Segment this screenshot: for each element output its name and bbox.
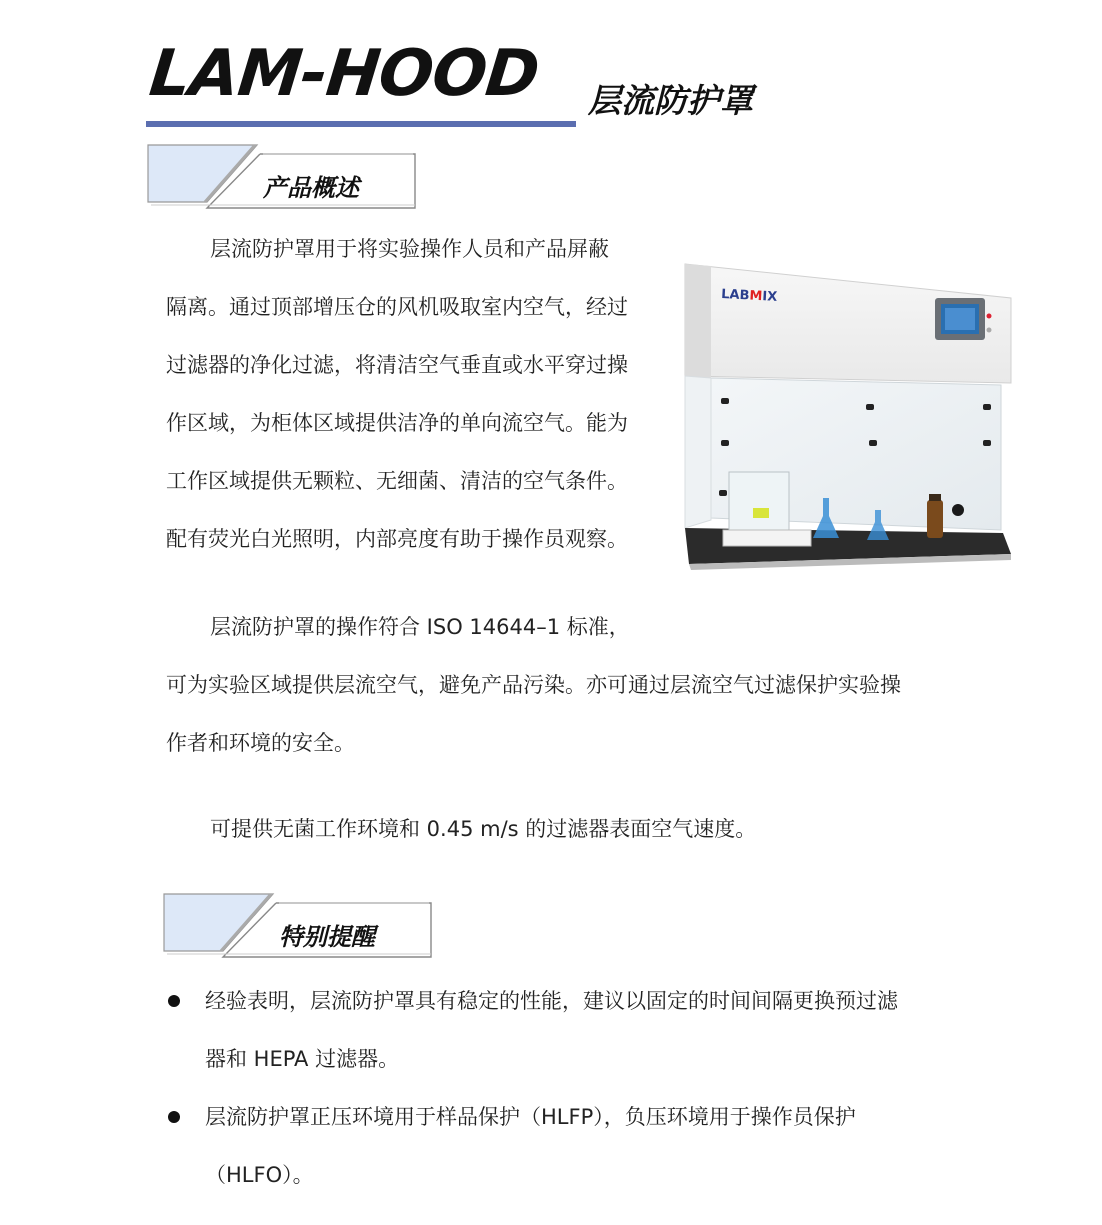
page-subtitle: 层流防护罩 bbox=[588, 81, 753, 120]
overview-line-6: 配有荧光白光照明，内部亮度有助于操作员观察。 bbox=[166, 527, 628, 551]
overview-line-2: 隔离。通过顶部增压仓的风机吸取室内空气，经过 bbox=[166, 295, 628, 319]
bullet-2-line-2: （HLFO）。 bbox=[205, 1163, 314, 1187]
page-title: LAM-HOOD bbox=[146, 37, 542, 111]
title-underline bbox=[146, 121, 576, 127]
speed-line: 可提供无菌工作环境和 0.45 m/s 的过滤器表面空气速度。 bbox=[210, 817, 757, 841]
standard-line-1: 层流防护罩的操作符合 ISO 14644–1 标准， bbox=[210, 615, 630, 639]
overview-line-5: 工作区域提供无颗粒、无细菌、清洁的空气条件。 bbox=[166, 469, 628, 493]
product-photo bbox=[683, 258, 1013, 576]
overview-line-3: 过滤器的净化过滤，将清洁空气垂直或水平穿过操 bbox=[166, 353, 628, 377]
section-heading-reminder bbox=[161, 891, 441, 959]
section-heading-label: 产品概述 bbox=[263, 174, 359, 202]
bullet-2-line-1: 层流防护罩正压环境用于样品保护（HLFP），负压环境用于操作员保护 bbox=[205, 1105, 856, 1129]
reminder-bullet-2 bbox=[205, 1088, 965, 1204]
section-heading-overview bbox=[145, 142, 425, 210]
bullet-1-line-1: 经验表明，层流防护罩具有稳定的性能，建议以固定的时间间隔更换预过滤 bbox=[205, 989, 898, 1013]
bullet-dot-icon bbox=[168, 995, 180, 1007]
standard-line-3: 作者和环境的安全。 bbox=[166, 731, 355, 755]
standard-line-2: 可为实验区域提供层流空气，避免产品污染。亦可通过层流空气过滤保护实验操 bbox=[166, 673, 901, 697]
bullet-1-line-2: 器和 HEPA 过滤器。 bbox=[205, 1047, 400, 1071]
overview-line-4: 作区域，为柜体区域提供洁净的单向流空气。能为 bbox=[166, 411, 628, 435]
svg-text:LABMIX: LABMIX bbox=[720, 287, 778, 305]
bullet-dot-icon bbox=[168, 1111, 180, 1123]
reminder-bullet-1 bbox=[205, 972, 965, 1088]
overview-line-1: 层流防护罩用于将实验操作人员和产品屏蔽 bbox=[210, 237, 609, 261]
overview-paragraph bbox=[166, 220, 666, 568]
standard-paragraph bbox=[166, 598, 966, 772]
speed-paragraph bbox=[210, 800, 970, 858]
section-heading-label: 特别提醒 bbox=[279, 923, 375, 951]
